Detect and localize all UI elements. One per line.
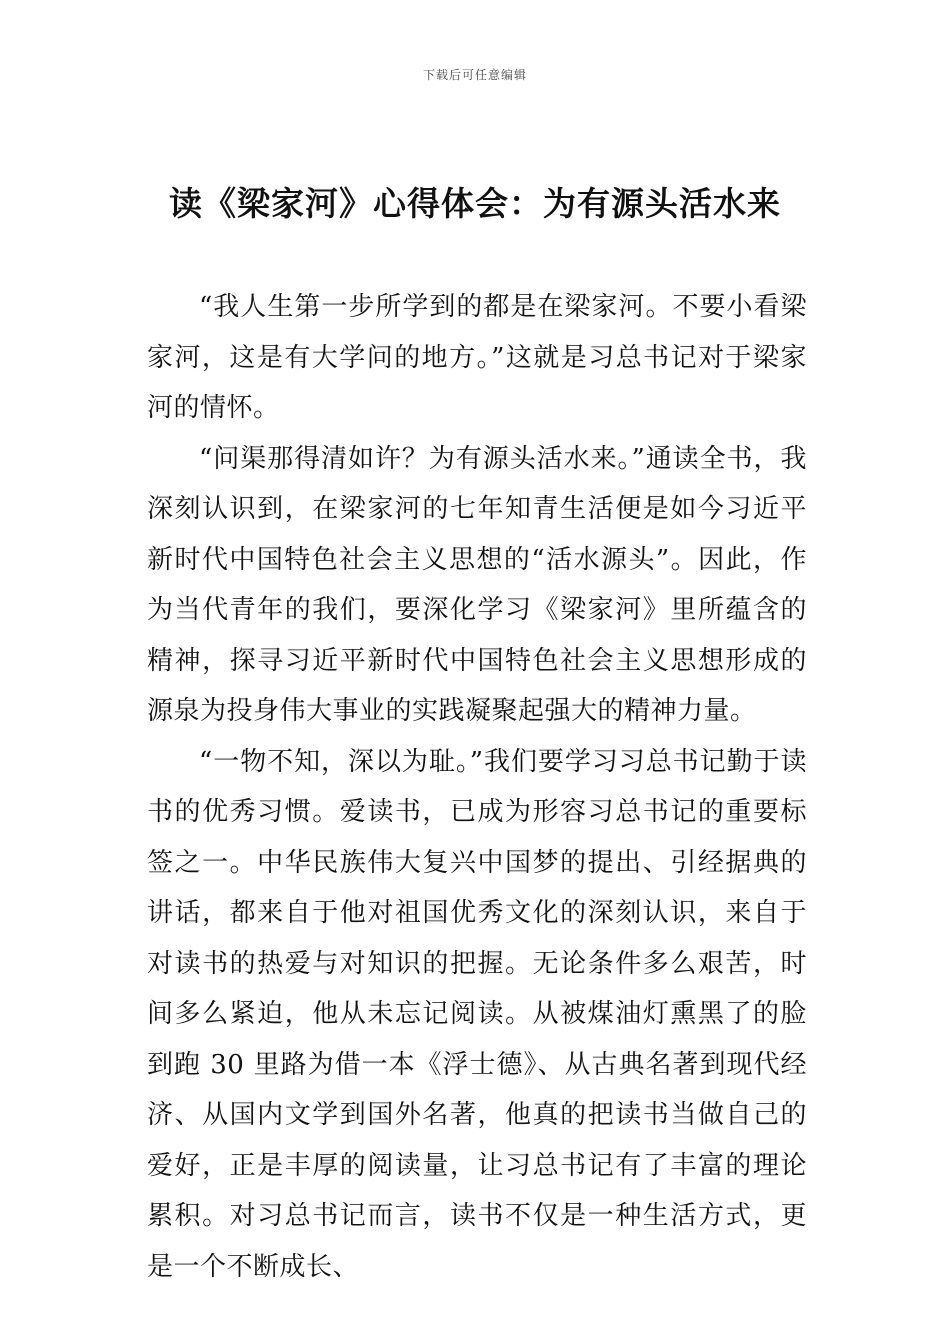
paragraph: “问渠那得清如许？为有源头活水来。”通读全书，我深刻认识到，在梁家河的七年知青生活便是如今习近平新时代中国特色社会主义思想的“活水源头”。因此，作为当代青年的我们，要深化学习《梁家河》里所蕴含的精神，探寻习近平新时代中国特色社会主义思想形成的源泉为投身伟大事业的实践凝聚起强大的精神力量。 <box>147 443 807 726</box>
header-note: 下载后可任意编辑 <box>422 68 527 82</box>
document-body <box>147 282 807 1292</box>
document-title: 读《梁家河》心得体会：为有源头活水来 <box>169 184 781 223</box>
paragraph: “一物不知，深以为耻。”我们要学习习总书记勤于读书的优秀习惯。爱读书，已成为形容习总书记的重要标签之一。中华民族伟大复兴中国梦的提出、引经据典的讲话，都来自于他对祖国优秀文化的深刻认识，来自于对读书的热爱与对知识的把握。无论条件多么艰苦，时间多么紧迫，他从未忘记阅读。从被煤油灯熏黑了的脸到跑 30 里路为借一本《浮士德》、从古典名著到现代经济、从国内文学到国外名著，他真的把读书当做自己的爱好，正是丰厚的阅读量，让习总书记有了丰富的理论累积。对习总书记而言，读书不仅是一种生活方式，更是一个不断成长、 <box>147 746 807 1282</box>
paragraph: “我人生第一步所学到的都是在梁家河。不要小看梁家河，这是有大学问的地方。”这就是习总书记对于梁家河的情怀。 <box>147 292 807 423</box>
